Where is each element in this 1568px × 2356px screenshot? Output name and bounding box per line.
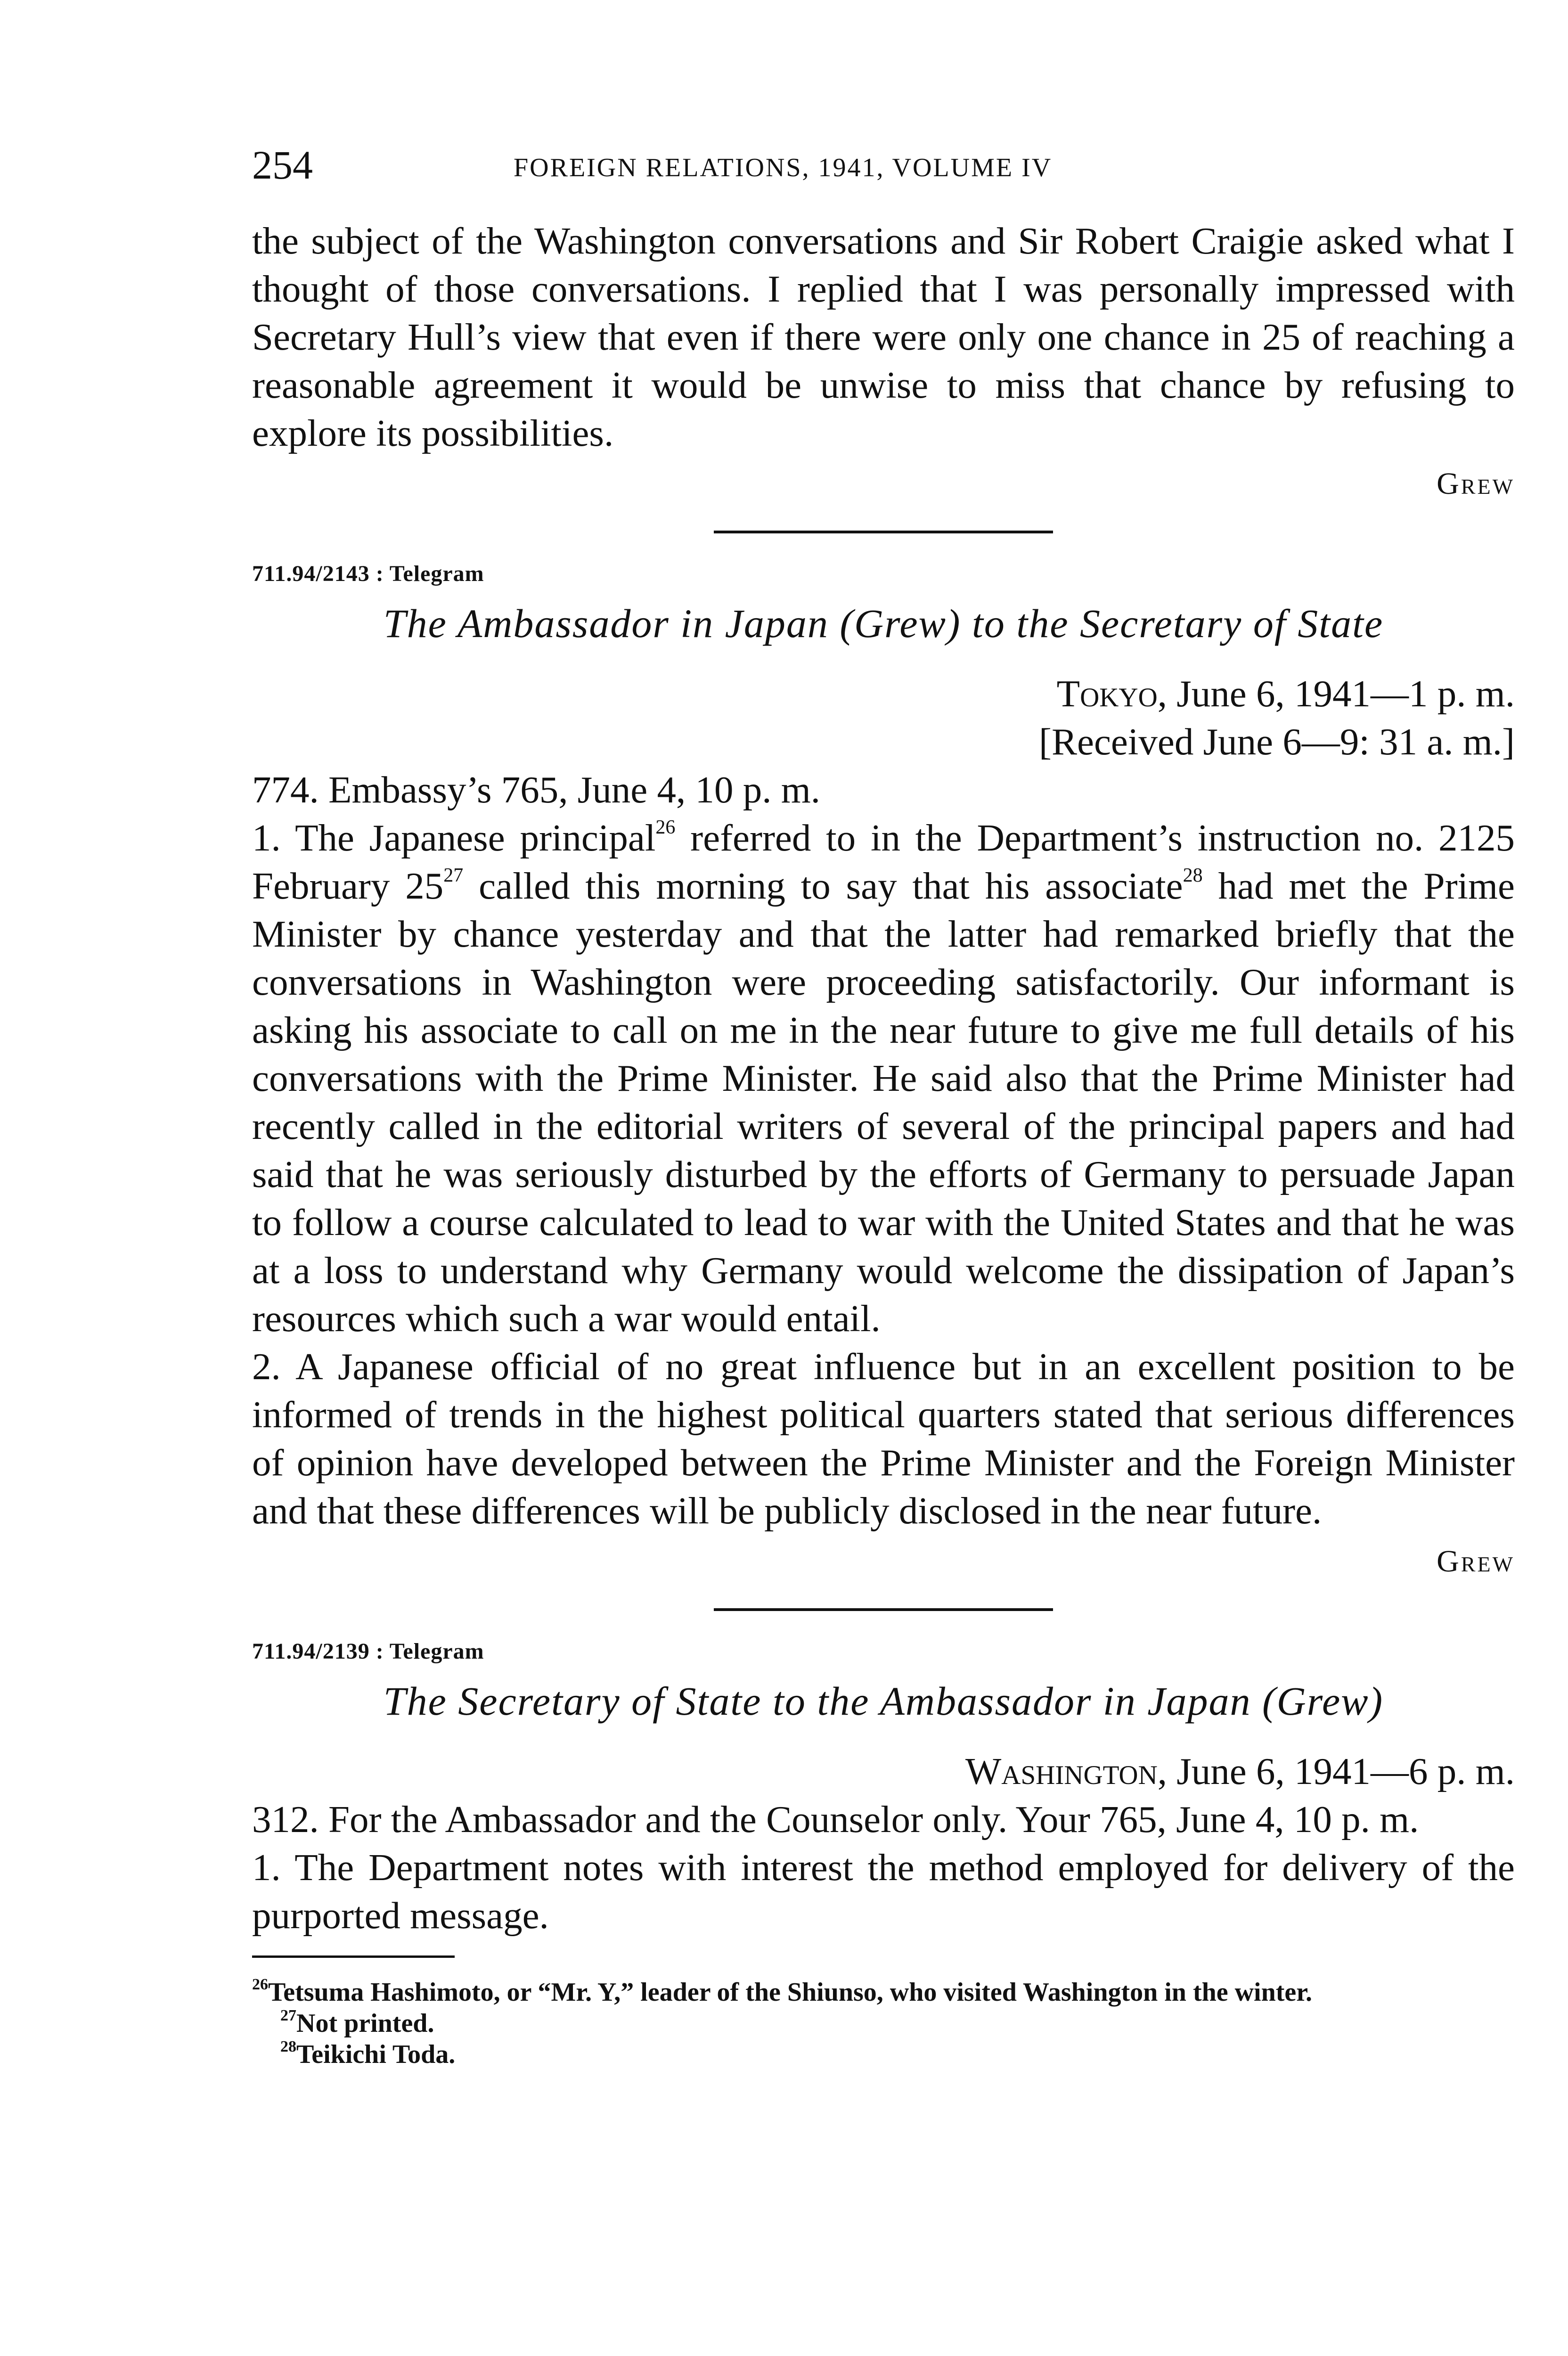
signature-grew-1: Grew [1437, 466, 1515, 501]
continuation-paragraph: the subject of the Washington conversations and Sir Robert Craigie asked what I thought of those conversations. I replied that I was personally impressed with Secretary Hull’s view that even if there were only one chance in 25 of reaching a reasonable agreement it would be unwise to miss that chance by refusing to explore its possibilities. [252, 220, 1515, 454]
paragraph-1 [252, 814, 1515, 1342]
page-number: 254 [252, 142, 313, 188]
footnote-27 [252, 2008, 1515, 2039]
dateline-place: Tokyo [1056, 672, 1158, 715]
dateline-date: , June 6, 1941—1 p. m. [1157, 672, 1515, 715]
footnote-mark: 26 [252, 1976, 268, 1993]
file-reference: 711.94/2143 : Telegram [252, 561, 484, 586]
paragraph-1-text-b: referred to in the Department’s instruction no. 2125 February 25 [252, 817, 1515, 907]
page-header [252, 141, 1515, 207]
section-divider-2 [714, 1608, 1053, 1611]
received-line: [Received June 6—9: 31 a. m.] [1039, 720, 1515, 763]
footnote-divider [252, 1955, 455, 1958]
footnote-ref-26[interactable]: 26 [655, 817, 676, 838]
footnote-text: Teikichi Toda. [296, 2040, 456, 2069]
paragraph-1-text-a: 1. The Japanese principal [252, 817, 656, 859]
footnote-mark: 27 [280, 2007, 296, 2024]
telegram-opening-2: 312. For the Ambassador and the Counselor only. Your 765, June 4, 10 p. m. [252, 1798, 1419, 1841]
signature-grew-2: Grew [1437, 1544, 1515, 1579]
document-title: The Ambassador in Japan (Grew) to the Secretary of State [383, 601, 1384, 646]
footnote-28 [252, 2039, 1515, 2070]
dateline-place-2: Washington [965, 1750, 1158, 1792]
footnote-text: Tetsuma Hashimoto, or “Mr. Y,” leader of the Shiunso, who visited Washington in the winter. [268, 1978, 1312, 2007]
paragraph-1-text-c: called this morning to say that his associate [463, 865, 1183, 907]
footnote-ref-28[interactable]: 28 [1183, 865, 1203, 886]
section-divider [714, 531, 1053, 533]
footnote-mark: 28 [280, 2038, 296, 2055]
dateline [252, 670, 1515, 718]
footnote-ref-27[interactable]: 27 [443, 865, 464, 886]
file-reference-2: 711.94/2139 : Telegram [252, 1639, 484, 1664]
telegram-opening: 774. Embassy’s 765, June 4, 10 p. m. [252, 769, 820, 811]
document-page [252, 141, 1515, 2070]
footnote-text: Not printed. [296, 2009, 434, 2038]
paragraph-2: 2. A Japanese official of no great influence but in an excellent position to be informed of trends in the highest political quarters stated that serious differences of opinion have developed between the Prime Minister and the Foreign Minister and that these differences will be publicly disclosed in the near future. [252, 1345, 1515, 1532]
paragraph-2-1: 1. The Department notes with interest the method employed for delivery of the purported message. [252, 1846, 1515, 1937]
dateline-date-2: , June 6, 1941—6 p. m. [1157, 1750, 1515, 1792]
footnote-26 [252, 1977, 1515, 2008]
dateline-2 [252, 1747, 1515, 1795]
paragraph-1-text-d: had met the Prime Minister by chance yesterday and that the latter had remarked briefly that the conversations in Washington were proceeding satisfactorily. Our informant is asking his associate to call on me in the near future to give me full details of his conversations with the Prime Minister. He said also that the Prime Minister had recently called in the editorial writers of several of the principal papers and had said that he was seriously disturbed by the efforts of Germany to persuade Japan to follow a course calculated to lead to war with the United States and that he was at a loss to understand why Germany would welcome the dissipation of Japan’s resources which such a war would entail. [252, 865, 1515, 1340]
document-title-2: The Secretary of State to the Ambassador in Japan (Grew) [383, 1678, 1384, 1724]
running-head: FOREIGN RELATIONS, 1941, VOLUME IV [514, 153, 1053, 182]
